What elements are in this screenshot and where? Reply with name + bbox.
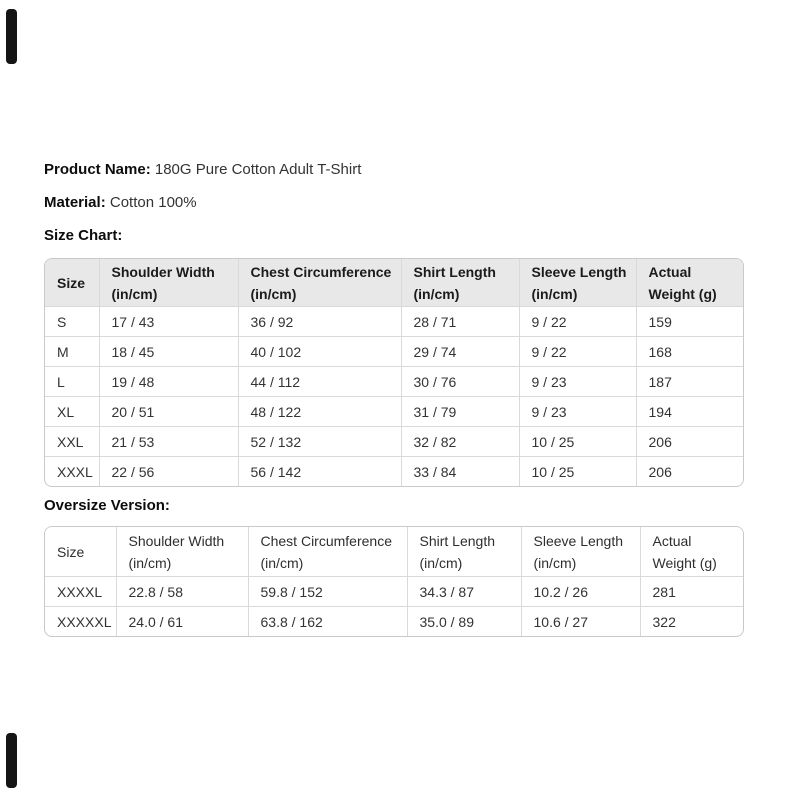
oversize-chart-table [44, 526, 744, 637]
cell-shoulder: 17 / 43 [99, 307, 238, 337]
cell-sleeve: 10.2 / 26 [521, 577, 640, 607]
cell-sleeve: 10.6 / 27 [521, 607, 640, 637]
cell-shirt: 28 / 71 [401, 307, 519, 337]
cell-chest: 44 / 112 [238, 367, 401, 397]
cell-size: S [45, 307, 99, 337]
table-row [45, 577, 743, 607]
cell-chest: 48 / 122 [238, 397, 401, 427]
table-row [45, 397, 744, 427]
cell-weight: 159 [636, 307, 744, 337]
cell-chest: 40 / 102 [238, 337, 401, 367]
oversize-chart-table-grid [45, 527, 743, 636]
table-row [45, 337, 744, 367]
cell-sleeve: 10 / 25 [519, 427, 636, 457]
cell-shirt: 30 / 76 [401, 367, 519, 397]
material-line [44, 194, 744, 211]
oversize-version-heading: Oversize Version: [44, 497, 170, 514]
col-shirt-length: Shirt Length (in/cm) [407, 527, 521, 577]
size-chart-table-grid [45, 259, 744, 486]
cell-shoulder: 20 / 51 [99, 397, 238, 427]
cell-weight: 168 [636, 337, 744, 367]
table-row [45, 367, 744, 397]
col-sleeve-length: Sleeve Length (in/cm) [519, 259, 636, 307]
cell-shoulder: 18 / 45 [99, 337, 238, 367]
table-row [45, 427, 744, 457]
col-actual-weight: Actual Weight (g) [636, 259, 744, 307]
cell-weight: 281 [640, 577, 743, 607]
col-shirt-length: Shirt Length (in/cm) [401, 259, 519, 307]
col-shoulder-width: Shoulder Width (in/cm) [99, 259, 238, 307]
oversize-chart-header-row [45, 527, 743, 577]
content-area [44, 161, 744, 637]
col-actual-weight: Actual Weight (g) [640, 527, 743, 577]
col-size: Size [45, 259, 99, 307]
cell-shirt: 35.0 / 89 [407, 607, 521, 637]
cell-size: XXXXL [45, 577, 116, 607]
cell-shoulder: 22.8 / 58 [116, 577, 248, 607]
cell-weight: 194 [636, 397, 744, 427]
material-label: Material: [44, 194, 106, 211]
product-name-line [44, 161, 744, 178]
size-chart-table [44, 258, 744, 487]
cell-chest: 56 / 142 [238, 457, 401, 487]
cell-size: XXXXXL [45, 607, 116, 637]
col-sleeve-length: Sleeve Length (in/cm) [521, 527, 640, 577]
cell-size: L [45, 367, 99, 397]
cell-weight: 206 [648, 463, 672, 480]
cell-shoulder: 24.0 / 61 [116, 607, 248, 637]
cell-shirt: 32 / 82 [401, 427, 519, 457]
cell-weight: 206 [636, 427, 744, 457]
cell-shoulder: 22 / 56 [99, 457, 238, 487]
cell-shirt: 29 / 74 [401, 337, 519, 367]
size-chart-heading: Size Chart: [44, 227, 123, 244]
cell-chest: 63.8 / 162 [248, 607, 407, 637]
cell-chest: 52 / 132 [238, 427, 401, 457]
col-chest-circumference: Chest Circumference (in/cm) [248, 527, 407, 577]
cell-shirt: 34.3 / 87 [407, 577, 521, 607]
cell-sleeve: 10 / 25 [519, 457, 636, 487]
material-value: Cotton 100% [109, 194, 197, 211]
product-name-value: 180G Pure Cotton Adult T-Shirt [154, 161, 362, 178]
cell-weight: 322 [652, 613, 676, 630]
cell-shoulder: 21 / 53 [99, 427, 238, 457]
cell-chest: 59.8 / 152 [248, 577, 407, 607]
cell-size: M [45, 337, 99, 367]
product-name-label: Product Name: [44, 161, 151, 178]
table-row [45, 307, 744, 337]
col-chest-circumference: Chest Circumference (in/cm) [238, 259, 401, 307]
cell-shirt: 31 / 79 [401, 397, 519, 427]
table-row [45, 607, 743, 637]
left-edge-artifact-top [6, 9, 17, 64]
cell-sleeve: 9 / 22 [519, 337, 636, 367]
col-size: Size [45, 527, 116, 577]
cell-chest: 36 / 92 [238, 307, 401, 337]
cell-size: XXL [45, 427, 99, 457]
cell-shoulder: 19 / 48 [99, 367, 238, 397]
cell-size: XXXL [45, 457, 99, 487]
table-row [45, 457, 744, 487]
left-edge-artifact-bottom [6, 733, 17, 788]
size-chart-header-row [45, 259, 744, 307]
col-shoulder-width: Shoulder Width (in/cm) [116, 527, 248, 577]
cell-sleeve: 9 / 23 [519, 367, 636, 397]
cell-shirt: 33 / 84 [401, 457, 519, 487]
cell-sleeve: 9 / 22 [519, 307, 636, 337]
cell-size: XL [45, 397, 99, 427]
cell-weight: 187 [636, 367, 744, 397]
cell-sleeve: 9 / 23 [519, 397, 636, 427]
